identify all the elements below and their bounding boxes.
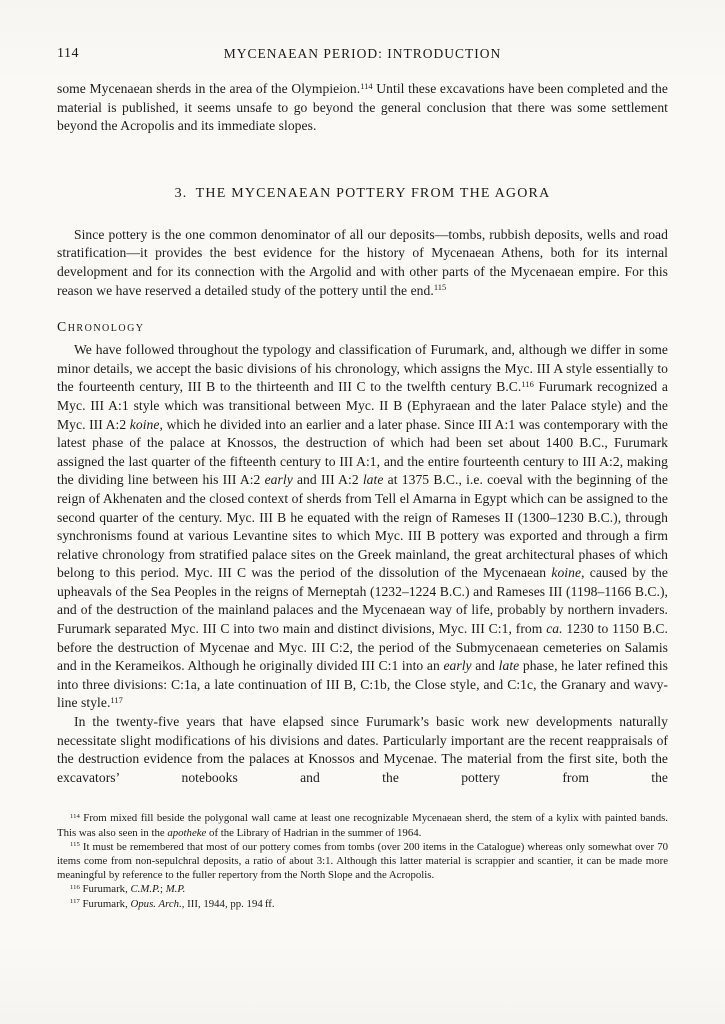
footnote-116: $^{116}$ Furumark, C.M.P.; M.P. [70, 883, 186, 896]
chronology-heading: Chronology [57, 319, 145, 335]
paragraph-furumark-chronology: We have followed throughout the typology and classification of Furumark, and, although we differ in some minor details, we accept the basic divisions of his chronology, which assigns the Myc. III A style essentially to the fourteenth century, III B to the thirteenth and III C to the twelfth century B.C.$^{116}$ Furumark recognized a Myc. III A:1 style which was transitional between Myc. II B (Ephyraean and the later Palace style) and the Myc. III A:2 koine, which he divided into an earlier and a later phase. Since III A:1 was contemporary with the latest phase of the palace at Knossos, the destruction of which had been set about 1400 B.C., Furumark assigned the last quarter of the fifteenth century to III A:1, and the entire fourteenth century to III A:2, making the dividing line between his III A:2 early and III A:2 late at 1375 B.C., i.e. coeval with the beginning of the reign of Akhenaten and the closed context of sherds from Tell el Amarna in Egypt which can be assigned to the second quarter of the century. Myc. III B he equated with the reign of Rameses II (1300–1230 B.C.), through synchronisms found at various Levantine sites to which Myc. III B pottery was exported and through a firm relative chronology from stratified palace sites on the Greek mainland, the great architectural phases of which belong to this period. Myc. III C was the period of the dissolution of the Mycenaean koine, caused by the upheavals of the Sea Peoples in the reigns of Merneptah (1232–1224 B.C.) and Rameses III (1198–1166 B.C.), and of the destruction of the mainland palaces and the Mycenaean way of life, probably by northern invaders. Furumark separated Myc. III C into two main and distinct divisions, Myc. III C:1, from ca. 1230 to 1150 B.C. before the destruction of Mycenae and Myc. III C:2, the period of the Submycenaean cemeteries on Salamis and in the Kerameikos. Although he originally divided III C:1 into an early and late phase, he later refined this into three divisions: C:1a, a late continuation of III B, C:1b, the Close style, and C:1c, the Granary and wavy-line style.$^{117}$ [57, 342, 668, 711]
footnote-115: $^{115}$ It must be remembered that most of our pottery comes from tombs (over 200 items in the Catalogue) whereas only somewhat over 70 items come from non-sepulchral deposits, a ratio of about 3:1. Although this latter material is scrappier and scantier, it can be made more meaningful by reference to the fuller repertory from the North Slope and the Acropolis. [57, 840, 668, 882]
page-number: 114 [57, 46, 79, 61]
footnote-114: $^{114}$ From mixed fill beside the polygonal wall came at least one recognizable Mycenaean sherd, the stem of a kylix with painted bands. This was also seen in the apotheke of the Library of Hadrian in the summer of 1964. [57, 812, 668, 839]
body-text [57, 80, 668, 787]
running-header [57, 46, 668, 65]
footnote-117: $^{117}$ Furumark, Opus. Arch., III, 1944, pp. 194 ff. [70, 897, 275, 910]
footnotes-section [57, 811, 668, 910]
paragraph-pottery-intro: Since pottery is the one common denominator of all our deposits—tombs, rubbish deposits, wells and road stratification—it provides the best evidence for the history of Mycenaean Athens, both for its internal development and for its connection with the Argolid and with other parts of the Mycenaean empire. For this reason we have reserved a detailed study of the pottery until the end.$^{115}$ [57, 226, 668, 298]
paragraph-olympieion: some Mycenaean sherds in the area of the Olympieion.$^{114}$ Until these excavations have been completed and the material is published, it seems unsafe to go beyond the general conclusion that there was some settlement beyond the Acropolis and its immediate slopes. [57, 80, 668, 134]
running-head: MYCENAEAN PERIOD: INTRODUCTION [223, 46, 502, 61]
paragraph-new-developments: In the twenty-five years that have elapsed since Furumark’s basic work new developments naturally necessitate slight modifications of his divisions and dates. Particularly important are the recent reappraisals of the destruction evidence from the palaces at Knossos and Mycenae. The material from the first site, both the excavators’ notebooks and the pottery from the [57, 714, 668, 785]
section-heading: 3. THE MYCENAEAN POTTERY FROM THE AGORA [174, 185, 551, 201]
